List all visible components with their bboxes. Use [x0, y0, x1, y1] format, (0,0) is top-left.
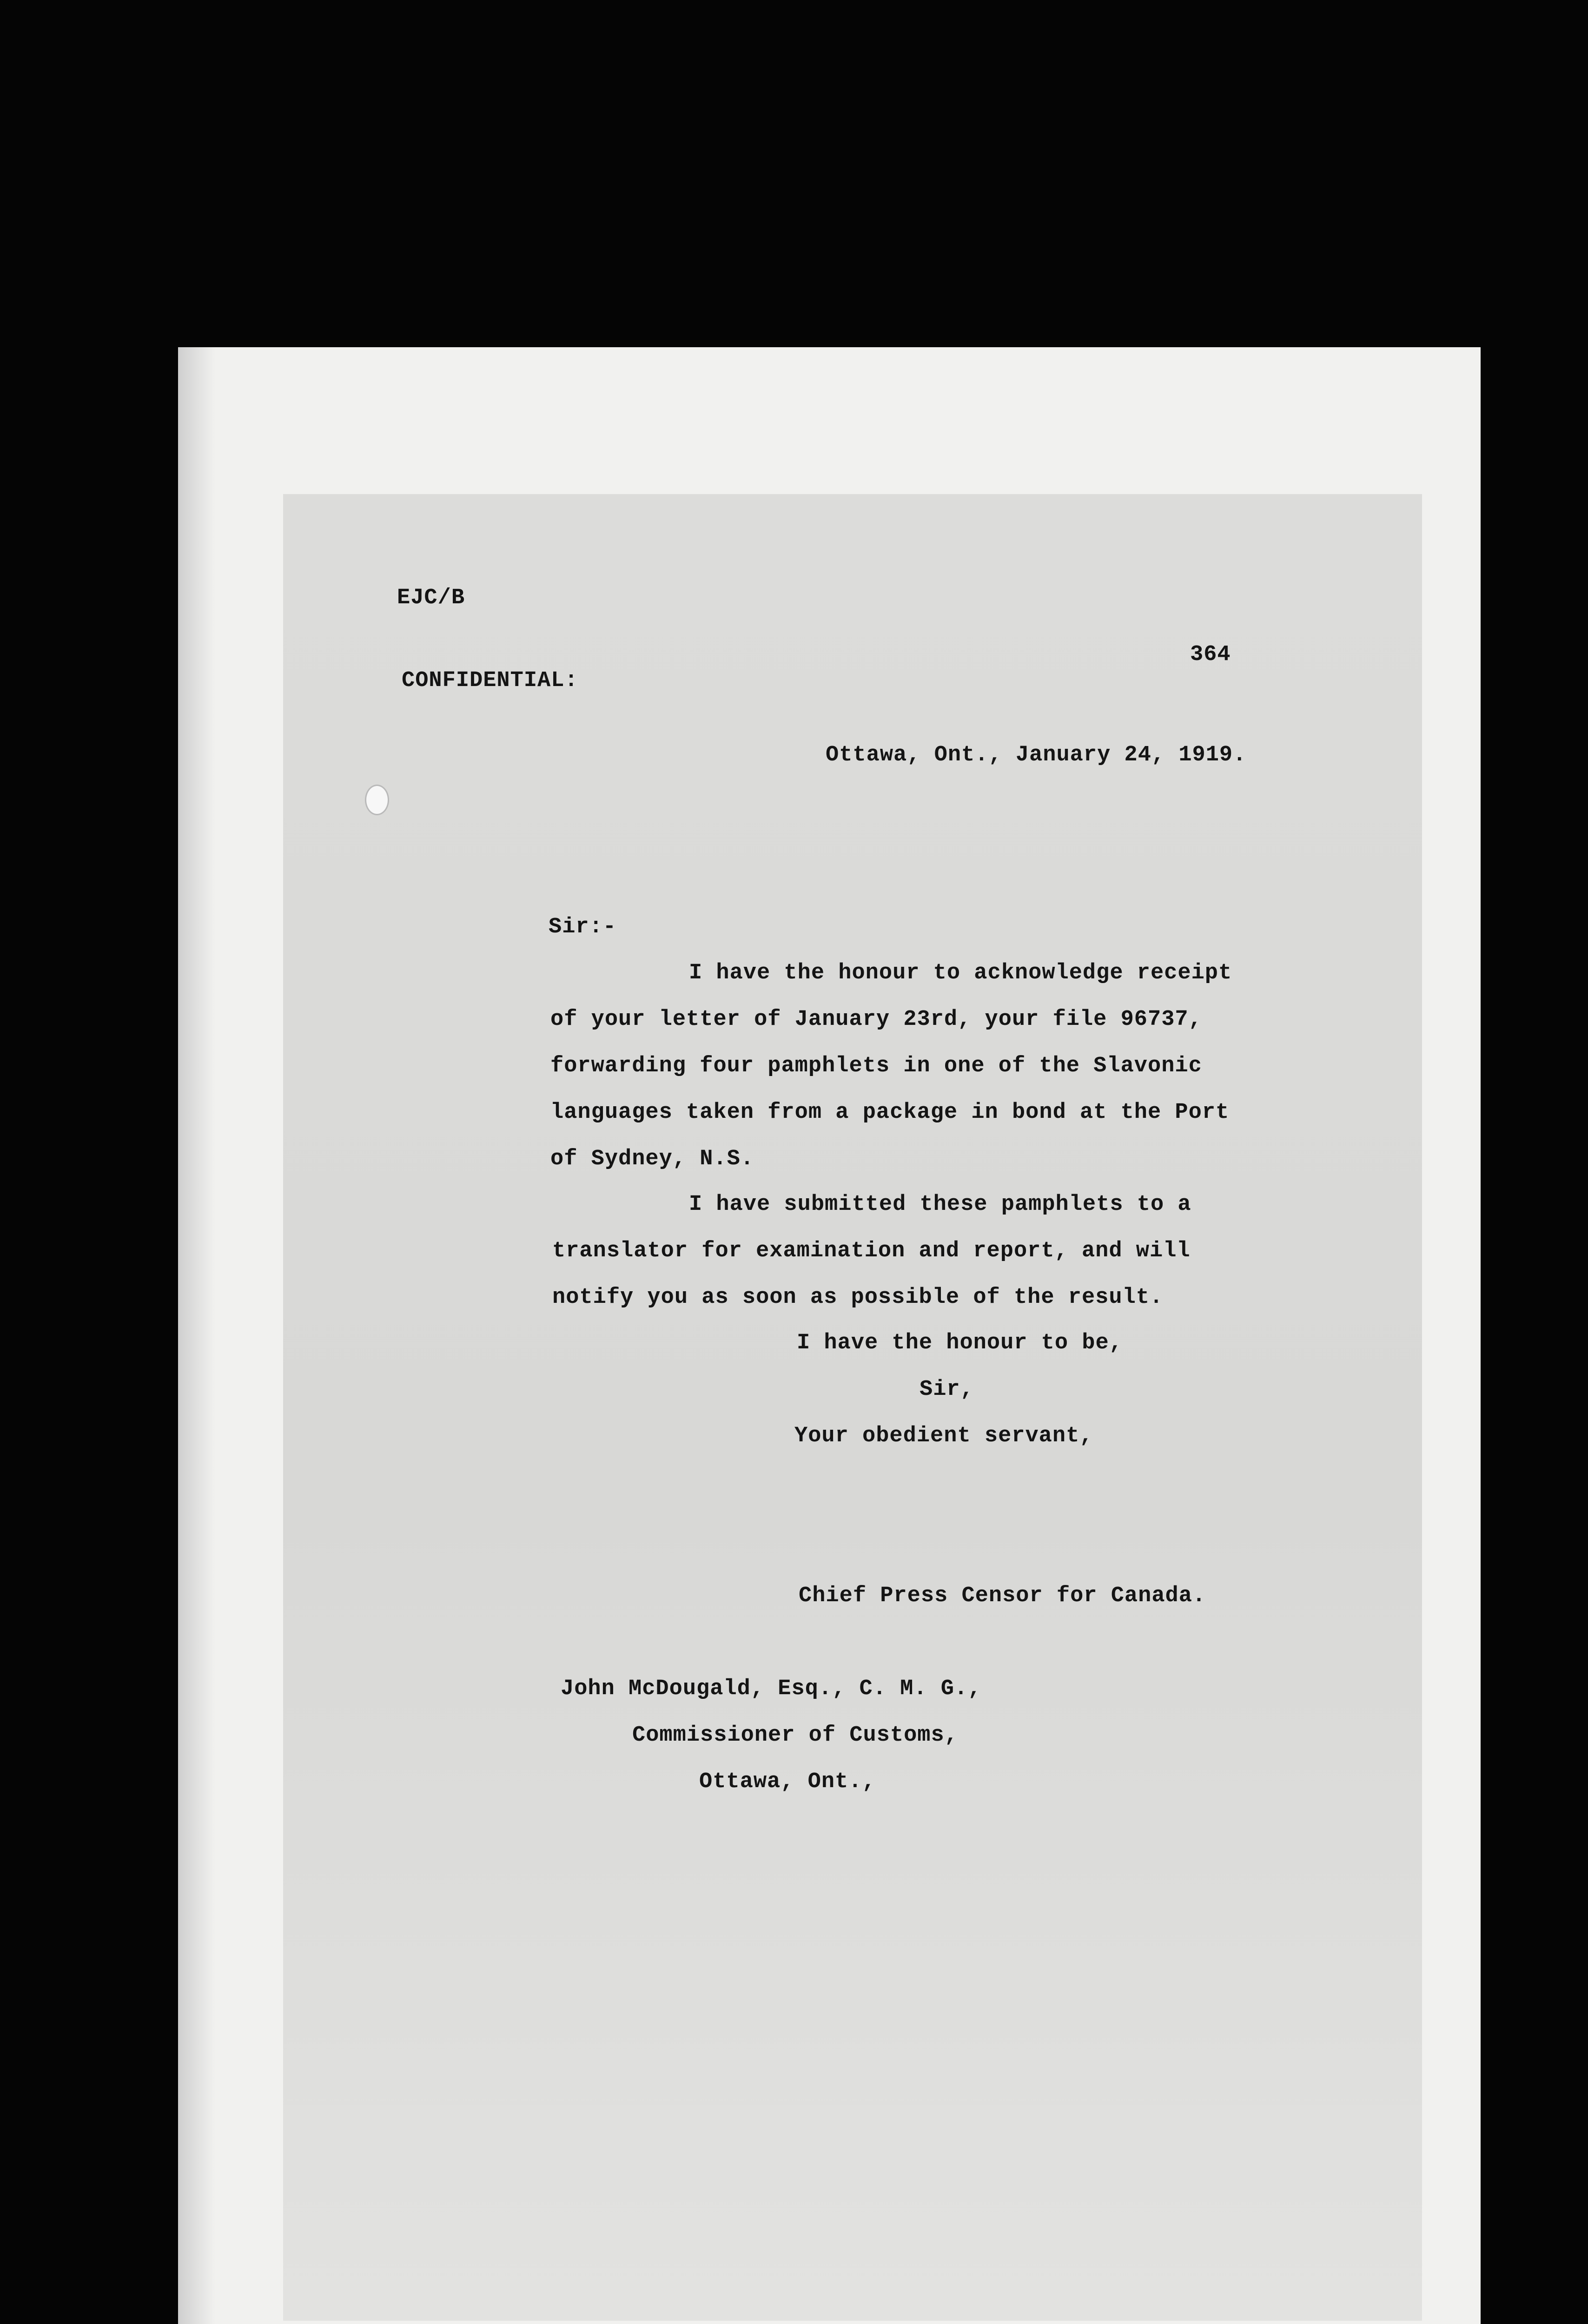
punch-hole — [365, 785, 389, 815]
body-line: notify you as soon as possible of the result. — [552, 1285, 1164, 1310]
closing-line: Your obedient servant, — [794, 1424, 1093, 1448]
file-number: 364 — [1190, 642, 1231, 667]
salutation: Sir:- — [549, 915, 617, 939]
reference-initials: EJC/B — [397, 586, 465, 610]
letter-page — [283, 494, 1422, 2321]
body-line: I have the honour to acknowledge receipt — [689, 961, 1232, 985]
recipient-line: Ottawa, Ont., — [699, 1769, 876, 1794]
closing-line: Sir, — [920, 1377, 974, 1402]
signature-title: Chief Press Censor for Canada. — [799, 1584, 1206, 1608]
confidential-heading: CONFIDENTIAL: — [402, 668, 578, 693]
body-line: I have submitted these pamphlets to a — [689, 1192, 1191, 1217]
body-line: languages taken from a package in bond at the Port — [550, 1100, 1230, 1125]
place-and-date: Ottawa, Ont., January 24, 1919. — [826, 743, 1247, 767]
recipient-line: John McDougald, Esq., C. M. G., — [561, 1677, 982, 1701]
recipient-line: Commissioner of Customs, — [632, 1723, 958, 1748]
body-line: of your letter of January 23rd, your file 96737, — [550, 1007, 1202, 1032]
closing-line: I have the honour to be, — [797, 1331, 1123, 1355]
body-line: forwarding four pamphlets in one of the Slavonic — [550, 1054, 1202, 1078]
body-line: translator for examination and report, and will — [552, 1239, 1191, 1263]
body-line: of Sydney, N.S. — [550, 1147, 754, 1171]
